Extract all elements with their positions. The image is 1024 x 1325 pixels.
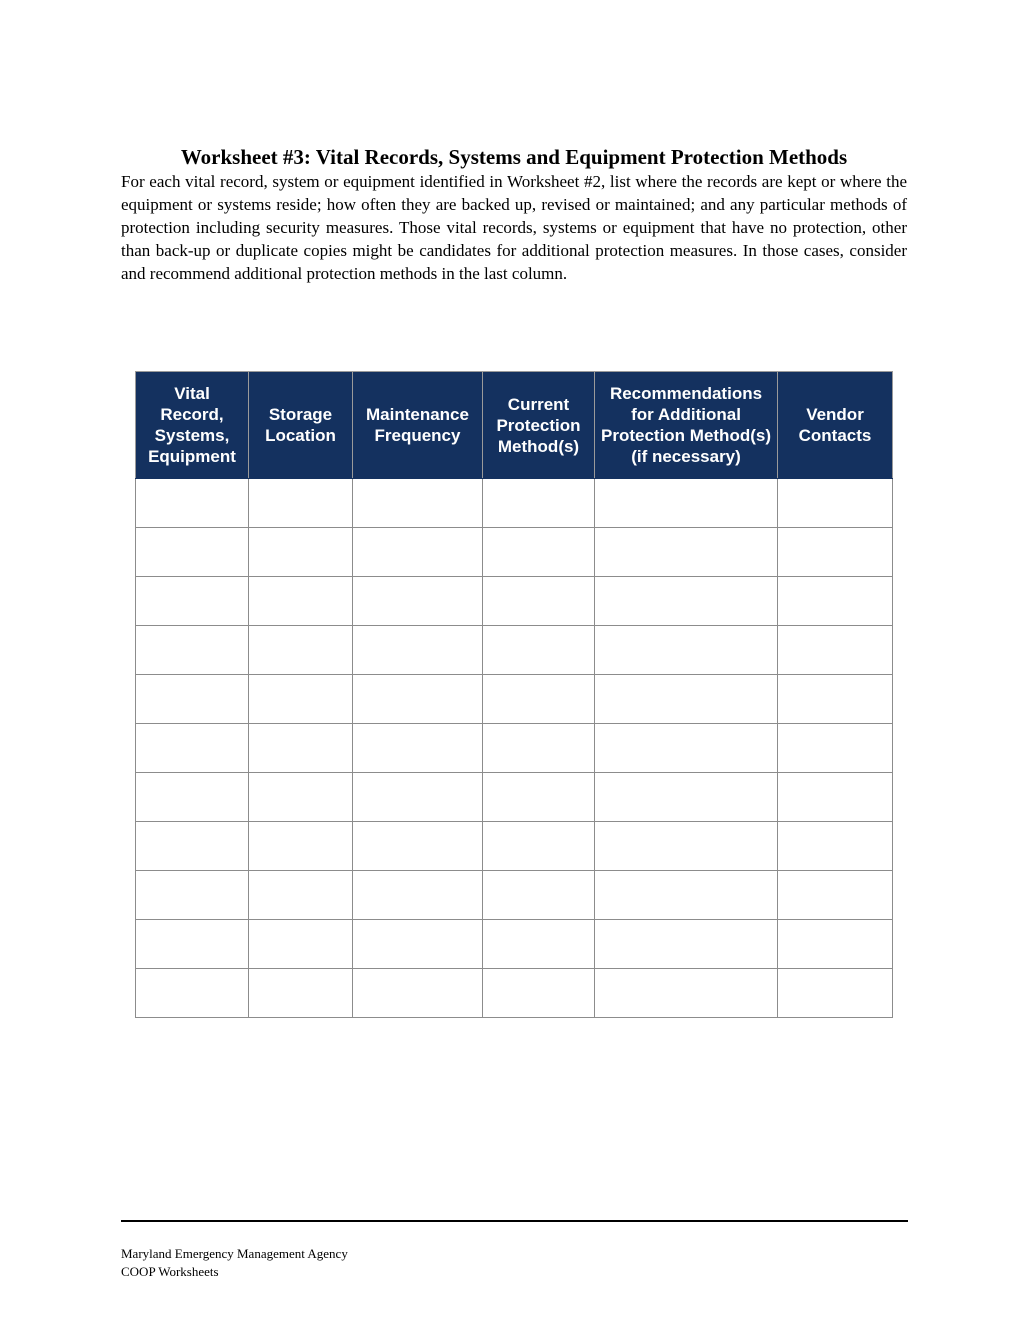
column-header-recommendations: Recommendations for Additional Protection Method(s) (if necessary) (595, 372, 778, 479)
table-cell[interactable] (483, 724, 595, 773)
table-cell[interactable] (483, 920, 595, 969)
table-cell[interactable] (483, 822, 595, 871)
table-cell[interactable] (595, 528, 778, 577)
table-row (136, 675, 893, 724)
footer-document: COOP Worksheets (121, 1264, 219, 1279)
table-cell[interactable] (136, 675, 249, 724)
table-cell[interactable] (136, 479, 249, 528)
table-row (136, 577, 893, 626)
table-cell[interactable] (249, 675, 353, 724)
table-cell[interactable] (353, 626, 483, 675)
table-cell[interactable] (136, 773, 249, 822)
table-row (136, 724, 893, 773)
table-cell[interactable] (136, 969, 249, 1018)
column-header-storage-location: Storage Location (249, 372, 353, 479)
footer-divider (121, 1220, 908, 1222)
table-cell[interactable] (353, 773, 483, 822)
table-row (136, 528, 893, 577)
column-header-vendor-contacts: Vendor Contacts (778, 372, 893, 479)
table-cell[interactable] (353, 920, 483, 969)
table-cell[interactable] (353, 724, 483, 773)
page-title: Worksheet #3: Vital Records, Systems and Equipment Protection Methods (180, 145, 848, 169)
table-cell[interactable] (483, 626, 595, 675)
table-cell[interactable] (595, 822, 778, 871)
table-header-row (136, 372, 893, 479)
table-cell[interactable] (595, 626, 778, 675)
column-header-current-protection: Current Protection Method(s) (483, 372, 595, 479)
table-cell[interactable] (249, 479, 353, 528)
footer-agency: Maryland Emergency Management Agency (121, 1246, 348, 1261)
table-cell[interactable] (595, 724, 778, 773)
table-cell[interactable] (136, 920, 249, 969)
footer (121, 1245, 348, 1281)
table-cell[interactable] (595, 479, 778, 528)
table-cell[interactable] (595, 871, 778, 920)
table-cell[interactable] (353, 528, 483, 577)
table-cell[interactable] (483, 675, 595, 724)
table-cell[interactable] (778, 577, 893, 626)
table-cell[interactable] (778, 822, 893, 871)
table-row (136, 479, 893, 528)
table-cell[interactable] (136, 822, 249, 871)
table-cell[interactable] (249, 528, 353, 577)
table-row (136, 773, 893, 822)
table-cell[interactable] (136, 577, 249, 626)
table-cell[interactable] (778, 626, 893, 675)
table-cell[interactable] (778, 773, 893, 822)
intro-paragraph: For each vital record, system or equipment identified in Worksheet #2, list where the records are kept or where the equipment or systems reside; how often they are backed up, revised or maintained; and any particular methods of protection including security measures. Those vital records, systems or equipment that have no protection, other than back-up or duplicate copies might be candidates for additional protection measures. In those cases, consider and recommend additional protection methods in the last column. (121, 172, 907, 283)
table-cell[interactable] (483, 773, 595, 822)
table-row (136, 871, 893, 920)
table-cell[interactable] (483, 871, 595, 920)
column-header-vital-record: Vital Record, Systems, Equipment (136, 372, 249, 479)
table-cell[interactable] (778, 724, 893, 773)
table-cell[interactable] (483, 479, 595, 528)
table-cell[interactable] (249, 626, 353, 675)
table-cell[interactable] (249, 822, 353, 871)
worksheet-table (135, 371, 893, 1018)
table-cell[interactable] (353, 969, 483, 1018)
table-row (136, 822, 893, 871)
table-cell[interactable] (778, 528, 893, 577)
table-cell[interactable] (136, 871, 249, 920)
table-cell[interactable] (778, 675, 893, 724)
table-cell[interactable] (353, 871, 483, 920)
table-cell[interactable] (778, 479, 893, 528)
table-cell[interactable] (249, 920, 353, 969)
table-cell[interactable] (778, 969, 893, 1018)
table-cell[interactable] (353, 822, 483, 871)
table-cell[interactable] (483, 969, 595, 1018)
table-cell[interactable] (483, 528, 595, 577)
table-cell[interactable] (778, 871, 893, 920)
column-header-maintenance-frequency: Maintenance Frequency (353, 372, 483, 479)
table-cell[interactable] (136, 724, 249, 773)
table-cell[interactable] (595, 675, 778, 724)
table-cell[interactable] (249, 773, 353, 822)
table-row (136, 969, 893, 1018)
table-cell[interactable] (136, 528, 249, 577)
table-cell[interactable] (249, 724, 353, 773)
table-cell[interactable] (249, 577, 353, 626)
table-cell[interactable] (595, 773, 778, 822)
table-cell[interactable] (249, 871, 353, 920)
table-cell[interactable] (136, 626, 249, 675)
table-row (136, 920, 893, 969)
table-row (136, 626, 893, 675)
table-cell[interactable] (353, 479, 483, 528)
worksheet-table-container (135, 371, 893, 1018)
table-cell[interactable] (778, 920, 893, 969)
table-cell[interactable] (483, 577, 595, 626)
table-cell[interactable] (353, 577, 483, 626)
table-cell[interactable] (595, 577, 778, 626)
table-cell[interactable] (353, 675, 483, 724)
table-body (136, 479, 893, 1018)
table-cell[interactable] (595, 920, 778, 969)
table-cell[interactable] (249, 969, 353, 1018)
table-cell[interactable] (595, 969, 778, 1018)
